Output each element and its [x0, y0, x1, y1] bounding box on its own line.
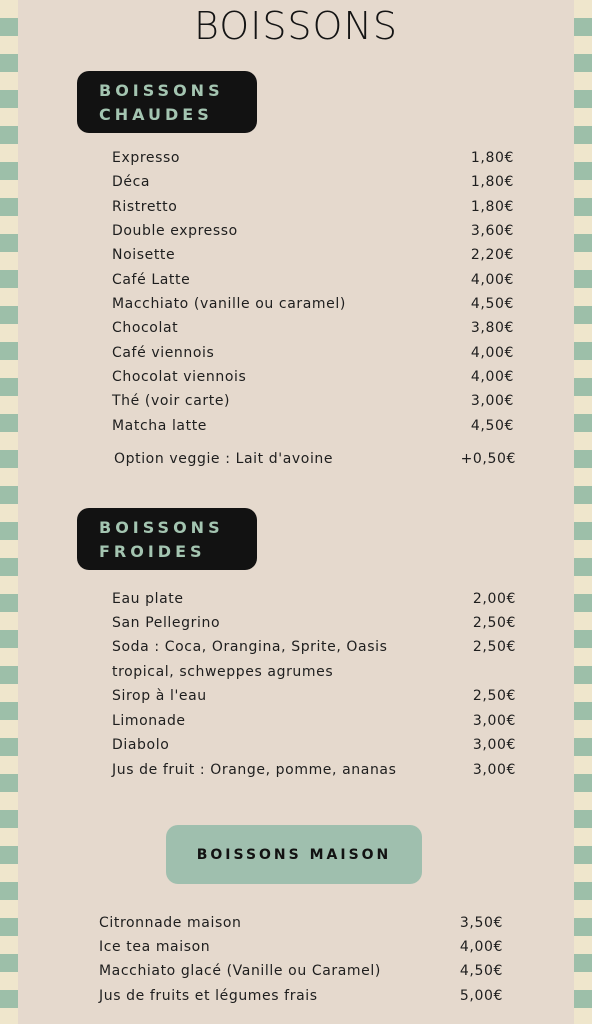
item-name-continuation: tropical, schweppes agrumes — [112, 664, 334, 680]
item-price: 2,50€ — [472, 615, 516, 631]
item-price: 2,50€ — [472, 639, 516, 655]
item-name: Expresso — [112, 150, 181, 166]
item-name: Diabolo — [112, 737, 170, 753]
item-name: Jus de fruit : Orange, pomme, ananas — [112, 762, 397, 778]
item-price: 1,80€ — [470, 199, 514, 215]
section-heading-hot-line1: BOISSONS — [99, 81, 224, 100]
item-name: Eau plate — [112, 591, 184, 607]
item-price: 4,00€ — [470, 369, 514, 385]
item-name: Double expresso — [112, 223, 238, 239]
item-name: Ice tea maison — [99, 939, 211, 955]
item-price: 2,00€ — [472, 591, 516, 607]
option-name: Option veggie : Lait d'avoine — [114, 451, 334, 467]
item-name: Matcha latte — [112, 418, 208, 434]
item-price: 4,00€ — [459, 939, 503, 955]
item-name: San Pellegrino — [112, 615, 221, 631]
section-heading-hot — [77, 71, 257, 133]
item-name: Macchiato glacé (Vanille ou Caramel) — [99, 963, 381, 979]
item-name: Thé (voir carte) — [112, 393, 231, 409]
item-price: 3,00€ — [472, 762, 516, 778]
item-name: Sirop à l'eau — [112, 688, 207, 704]
right-striped-border — [574, 0, 592, 1024]
option-price: +0,50€ — [460, 451, 516, 467]
item-name: Café Latte — [112, 272, 191, 288]
item-price: 3,80€ — [470, 320, 514, 336]
item-name: Citronnade maison — [99, 915, 242, 931]
item-name: Noisette — [112, 247, 176, 263]
item-price: 2,50€ — [472, 688, 516, 704]
item-name: Macchiato (vanille ou caramel) — [112, 296, 346, 312]
item-name: Chocolat — [112, 320, 179, 336]
section-heading-house — [166, 825, 422, 884]
item-price: 4,50€ — [459, 963, 503, 979]
item-name: Café viennois — [112, 345, 215, 361]
item-price: 5,00€ — [459, 988, 503, 1004]
item-price: 3,00€ — [472, 713, 516, 729]
item-name: Déca — [112, 174, 151, 190]
section-heading-house-label: BOISSONS MAISON — [196, 846, 392, 863]
item-name: Jus de fruits et légumes frais — [99, 988, 318, 1004]
item-price: 4,50€ — [470, 418, 514, 434]
section-heading-cold-line2: FROIDES — [99, 542, 206, 561]
item-price: 2,20€ — [470, 247, 514, 263]
item-name: Limonade — [112, 713, 186, 729]
item-price: 1,80€ — [470, 174, 514, 190]
item-price: 3,60€ — [470, 223, 514, 239]
section-heading-cold-line1: BOISSONS — [99, 518, 224, 537]
item-price: 3,50€ — [459, 915, 503, 931]
item-price: 4,50€ — [470, 296, 514, 312]
item-price: 4,00€ — [470, 345, 514, 361]
page-title: BOISSONS — [193, 4, 399, 48]
item-price: 3,00€ — [470, 393, 514, 409]
section-heading-hot-line2: CHAUDES — [99, 105, 213, 124]
item-name: Soda : Coca, Orangina, Sprite, Oasis — [112, 639, 388, 655]
item-price: 4,00€ — [470, 272, 514, 288]
item-name: Chocolat viennois — [112, 369, 247, 385]
item-price: 1,80€ — [470, 150, 514, 166]
item-price: 3,00€ — [472, 737, 516, 753]
left-striped-border — [0, 0, 18, 1024]
section-heading-cold — [77, 508, 257, 570]
item-name: Ristretto — [112, 199, 178, 215]
